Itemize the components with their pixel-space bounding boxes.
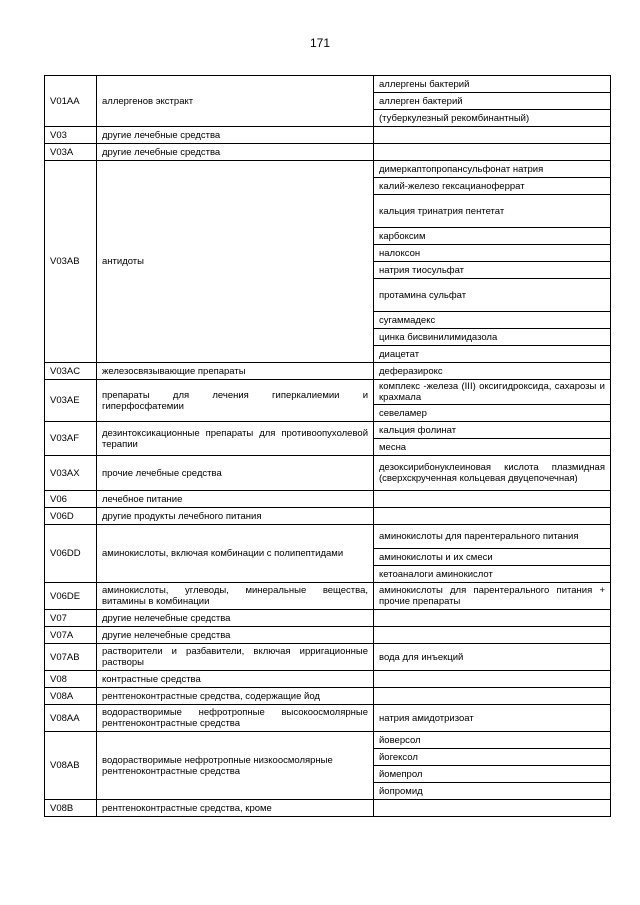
table-row <box>45 161 611 178</box>
atc-group-name-cell: водорастворимые нефротропные высокоосмолярные рентгеноконтрастные средства <box>97 705 374 732</box>
table-row <box>45 525 611 549</box>
drug-name-cell <box>374 627 611 644</box>
atc-group-name-cell: лечебное питание <box>97 491 374 508</box>
atc-code-cell: V03 <box>45 127 97 144</box>
drug-name-cell: натрия тиосульфат <box>374 262 611 279</box>
atc-group-name-cell: рентгеноконтрастные средства, содержащие йод <box>97 688 374 705</box>
atc-group-name-cell: аллергенов экстракт <box>97 76 374 127</box>
drug-name-cell: кетоаналоги аминокислот <box>374 566 611 583</box>
drug-name-cell: натрия амидотризоат <box>374 705 611 732</box>
atc-group-name-cell: рентгеноконтрастные средства, кроме <box>97 800 374 817</box>
atc-code-cell: V03AE <box>45 380 97 422</box>
atc-code-cell: V08AA <box>45 705 97 732</box>
atc-code-cell: V08 <box>45 671 97 688</box>
page-number: 171 <box>309 36 331 50</box>
atc-code-cell: V03AC <box>45 363 97 380</box>
drug-name-cell: комплекс -железа (III) оксигидроксида, сахарозы и крахмала <box>374 380 611 405</box>
drug-name-cell: протамина сульфат <box>374 279 611 312</box>
drug-name-cell <box>374 688 611 705</box>
atc-code-cell: V08AB <box>45 732 97 800</box>
drug-name-cell: деферазирокс <box>374 363 611 380</box>
table-row <box>45 671 611 688</box>
table-row <box>45 127 611 144</box>
table-row <box>45 610 611 627</box>
atc-group-name-cell: другие нелечебные средства <box>97 627 374 644</box>
atc-code-cell: V08A <box>45 688 97 705</box>
atc-code-cell: V08B <box>45 800 97 817</box>
atc-code-cell: V07A <box>45 627 97 644</box>
atc-group-name-cell: водорастворимые нефротропные низкоосмолярные рентгеноконтрастные средства <box>97 732 374 800</box>
table-row <box>45 456 611 491</box>
atc-group-name-cell: антидоты <box>97 161 374 363</box>
drug-name-cell: дезоксирибонуклеиновая кислота плазмидная (сверхскрученная кольцевая двуцепочечная) <box>374 456 611 491</box>
drug-name-cell <box>374 671 611 688</box>
drug-name-cell <box>374 491 611 508</box>
atc-group-name-cell: другие продукты лечебного питания <box>97 508 374 525</box>
drug-name-cell: налоксон <box>374 245 611 262</box>
drug-name-cell <box>374 127 611 144</box>
atc-group-name-cell: другие лечебные средства <box>97 144 374 161</box>
drug-name-cell: сугаммадекс <box>374 312 611 329</box>
atc-code-cell: V06D <box>45 508 97 525</box>
atc-code-cell: V03AF <box>45 422 97 456</box>
table-row <box>45 583 611 610</box>
drug-name-cell: аллергены бактерий <box>374 76 611 93</box>
table-row <box>45 508 611 525</box>
atc-code-cell: V01AA <box>45 76 97 127</box>
drug-name-cell <box>374 508 611 525</box>
atc-code-cell: V06DD <box>45 525 97 583</box>
drug-name-cell: калий-железо гексацианоферрат <box>374 178 611 195</box>
drug-name-cell: йогексол <box>374 749 611 766</box>
drug-name-cell: аминокислоты для парентерального питания + прочие препараты <box>374 583 611 610</box>
drug-name-cell: йоверсол <box>374 732 611 749</box>
drug-name-cell: кальция тринатрия пентетат <box>374 195 611 228</box>
table-row <box>45 705 611 732</box>
atc-code-cell: V03A <box>45 144 97 161</box>
drug-name-cell <box>374 144 611 161</box>
table-row <box>45 627 611 644</box>
atc-group-name-cell: аминокислоты, углеводы, минеральные вещества, витамины в комбинации <box>97 583 374 610</box>
drug-name-cell: (туберкулезный рекомбинантный) <box>374 110 611 127</box>
drug-name-cell: димеркаптопропансульфонат натрия <box>374 161 611 178</box>
drug-name-cell: кальция фолинат <box>374 422 611 439</box>
atc-group-name-cell: контрастные средства <box>97 671 374 688</box>
table-row <box>45 363 611 380</box>
atc-group-name-cell: препараты для лечения гиперкалиемии и гиперфосфатемии <box>97 380 374 422</box>
drug-name-cell: карбоксим <box>374 228 611 245</box>
table-row <box>45 732 611 749</box>
table-row <box>45 491 611 508</box>
drug-name-cell: цинка бисвинилимидазола <box>374 329 611 346</box>
atc-code-cell: V06 <box>45 491 97 508</box>
atc-group-name-cell: железосвязывающие препараты <box>97 363 374 380</box>
drug-name-cell: аминокислоты для парентерального питания <box>374 525 611 549</box>
atc-code-cell: V07AB <box>45 644 97 671</box>
atc-drug-table <box>44 75 611 817</box>
atc-code-cell: V07 <box>45 610 97 627</box>
drug-name-cell: йомепрол <box>374 766 611 783</box>
table-row <box>45 800 611 817</box>
drug-name-cell <box>374 800 611 817</box>
drug-name-cell: севеламер <box>374 405 611 422</box>
atc-group-name-cell: другие нелечебные средства <box>97 610 374 627</box>
table-row <box>45 688 611 705</box>
drug-name-cell: месна <box>374 439 611 456</box>
atc-group-name-cell: аминокислоты, включая комбинации с полипептидами <box>97 525 374 583</box>
drug-name-cell: диацетат <box>374 346 611 363</box>
table-body <box>45 76 611 817</box>
atc-group-name-cell: растворители и разбавители, включая ирригационные растворы <box>97 644 374 671</box>
table-row <box>45 144 611 161</box>
atc-group-name-cell: дезинтоксикационные препараты для противоопухолевой терапии <box>97 422 374 456</box>
table-row <box>45 380 611 405</box>
drug-name-cell: вода для инъекций <box>374 644 611 671</box>
table-row <box>45 422 611 439</box>
atc-code-cell: V06DE <box>45 583 97 610</box>
drug-name-cell: аллерген бактерий <box>374 93 611 110</box>
drug-name-cell <box>374 610 611 627</box>
drug-name-cell: аминокислоты и их смеси <box>374 549 611 566</box>
table-row <box>45 76 611 93</box>
atc-group-name-cell: другие лечебные средства <box>97 127 374 144</box>
atc-group-name-cell: прочие лечебные средства <box>97 456 374 491</box>
atc-code-cell: V03AB <box>45 161 97 363</box>
drug-name-cell: йопромид <box>374 783 611 800</box>
atc-code-cell: V03AX <box>45 456 97 491</box>
table-row <box>45 644 611 671</box>
